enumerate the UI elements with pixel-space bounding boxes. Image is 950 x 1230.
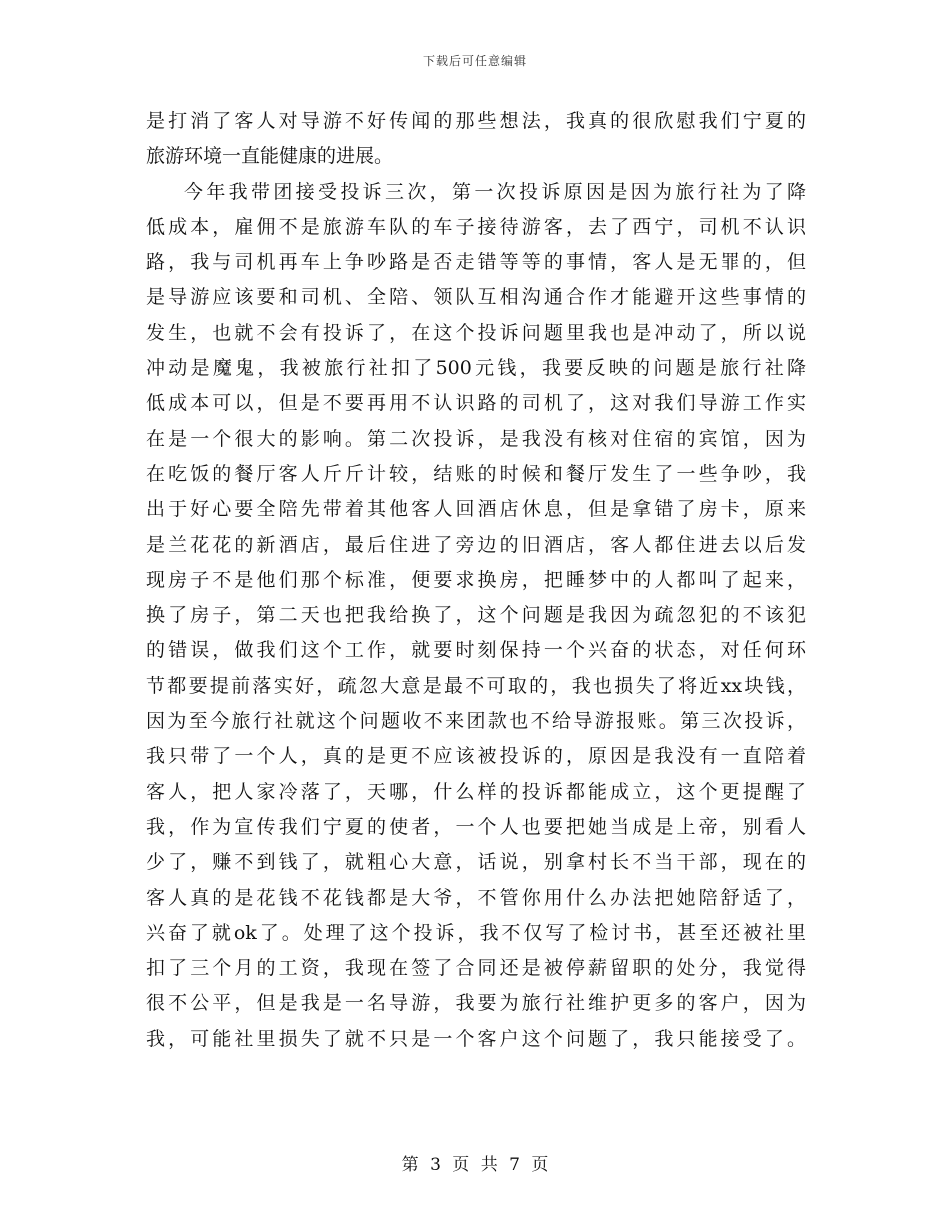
text-line: 兴奋了就ok了。处理了这个投诉，我不仅写了检讨书，甚至还被社里 [146,921,806,944]
text-line: 少了，赚不到钱了，就粗心大意，话说，别拿村长不当干部，现在的 [146,851,806,874]
text-line: 客人真的是花钱不花钱都是大爷，不管你用什么办法把她陪舒适了， [146,886,806,909]
text-line: 我只带了一个人，真的是更不应该被投诉的，原因是我没有一直陪着 [146,745,806,768]
text-line: 在吃饭的餐厅客人斤斤计较，结账的时候和餐厅发生了一些争吵，我 [146,462,806,485]
text-line: 很不公平，但是我是一名导游，我要为旅行社维护更多的客户，因为 [146,992,806,1015]
text-line: 出于好心要全陪先带着其他客人回酒店休息，但是拿错了房卡，原来 [146,498,806,521]
text-line: 发生，也就不会有投诉了，在这个投诉问题里我也是冲动了，所以说 [146,321,806,344]
text-line: 我，可能社里损失了就不只是一个客户这个问题了，我只能接受了。 [146,1027,806,1050]
text-line: 是导游应该要和司机、全陪、领队互相沟通合作才能避开这些事情的 [146,286,806,309]
text-line: 节都要提前落实好，疏忽大意是最不可取的，我也损失了将近xx块钱， [146,674,806,697]
text-line: 的错误，做我们这个工作，就要时刻保持一个兴奋的状态，对任何环 [146,639,806,662]
text-line: 客人，把人家冷落了，天哪，什么样的投诉都能成立，这个更提醒了 [146,780,806,803]
text-line: 在是一个很大的影响。第二次投诉，是我没有核对住宿的宾馆，因为 [146,427,806,450]
body-text [146,104,806,1057]
text-line: 低成本，雇佣不是旅游车队的车子接待游客，去了西宁，司机不认识 [146,215,806,238]
page-number: 第 3 页 共 7 页 [401,1155,549,1175]
text-line: 扣了三个月的工资，我现在签了合同还是被停薪留职的处分，我觉得 [146,957,806,980]
text-line: 换了房子，第二天也把我给换了，这个问题是我因为疏忽犯的不该犯 [146,604,806,627]
text-line: 低成本可以，但是不要再用不认识路的司机了，这对我们导游工作实 [146,392,806,415]
text-line: 因为至今旅行社就这个问题收不来团款也不给导游报账。第三次投诉， [146,710,806,733]
text-line: 现房子不是他们那个标准，便要求换房，把睡梦中的人都叫了起来， [146,568,806,591]
text-line: 旅游环境一直能健康的进展。 [146,145,394,168]
page-header-note: 下载后可任意编辑 [422,54,527,68]
text-line: 路，我与司机再车上争吵路是否走错等等的事情，客人是无罪的，但 [146,251,806,274]
text-line: 是兰花花的新酒店，最后住进了旁边的旧酒店，客人都住进去以后发 [146,533,806,556]
text-line: 冲动是魔鬼，我被旅行社扣了500元钱，我要反映的问题是旅行社降 [146,357,806,380]
text-line: 今年我带团接受投诉三次，第一次投诉原因是因为旅行社为了降 [184,180,806,203]
text-line: 是打消了客人对导游不好传闻的那些想法，我真的很欣慰我们宁夏的 [146,110,806,132]
text-line: 我，作为宣传我们宁夏的使者，一个人也要把她当成是上帝，别看人 [146,815,806,838]
